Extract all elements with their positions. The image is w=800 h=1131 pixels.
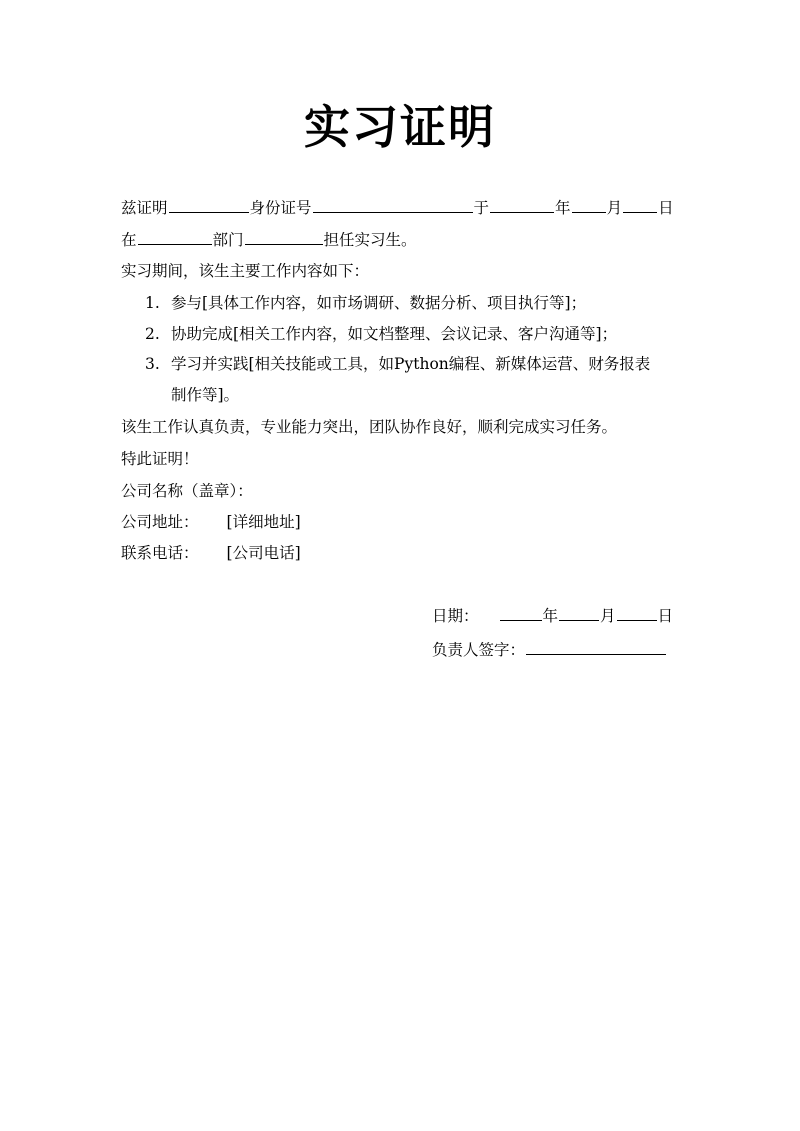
company-phone-value: [公司电话]	[226, 544, 301, 562]
department-line	[121, 228, 417, 251]
date-month-label: 月	[600, 607, 616, 625]
date-year-label: 年	[542, 607, 559, 625]
day-label: 日	[658, 199, 674, 217]
certify-label: 兹证明	[121, 199, 168, 217]
start-month-blank[interactable]	[572, 196, 606, 213]
id-number-blank[interactable]	[313, 196, 473, 213]
company-phone-label: 联系电话：	[121, 544, 199, 562]
id-number-label: 身份证号	[249, 199, 312, 217]
start-year-blank[interactable]	[490, 196, 554, 213]
list-item-text: 学习并实践[相关技能或工具，如Python编程、新媒体运营、财务报表	[171, 355, 651, 373]
list-item-number: 3.	[145, 355, 160, 373]
date-label: 日期：	[432, 607, 479, 625]
company-address-line	[121, 511, 301, 533]
company-phone-line	[121, 542, 301, 564]
date-day-label: 日	[657, 607, 674, 625]
list-item-number: 2.	[145, 325, 160, 343]
month-label: 月	[606, 199, 623, 217]
hereby-text: 特此证明！	[121, 450, 199, 468]
signature-blank[interactable]	[526, 638, 666, 655]
evaluation-text: 该生工作认真负责，专业能力突出，团队协作良好，顺利完成实习任务。	[121, 418, 618, 436]
list-item	[145, 353, 650, 375]
list-item	[145, 292, 586, 314]
list-item	[145, 323, 617, 345]
company-blank[interactable]	[138, 228, 212, 245]
date-year-blank[interactable]	[500, 604, 542, 621]
role-text: 担任实习生。	[323, 231, 417, 249]
list-item-text: 参与[具体工作内容，如市场调研、数据分析、项目执行等]；	[171, 294, 587, 312]
date-month-blank[interactable]	[559, 604, 599, 621]
name-blank[interactable]	[169, 196, 249, 213]
year-label: 年	[555, 199, 571, 217]
list-item-number: 1.	[145, 294, 160, 312]
company-address-value: [详细地址]	[226, 513, 301, 531]
list-item-continuation: 制作等]。	[171, 386, 240, 404]
company-address-label: 公司地址：	[121, 513, 199, 531]
signature-line	[432, 638, 667, 661]
from-label: 于	[473, 199, 490, 217]
company-name-label: 公司名称（盖章）：	[121, 482, 253, 500]
department-label: 部门	[212, 231, 244, 249]
identity-line	[121, 196, 674, 219]
date-line	[432, 604, 673, 627]
signature-label: 负责人签字：	[432, 641, 526, 659]
date-day-blank[interactable]	[617, 604, 657, 621]
document-title: 实习证明	[304, 100, 496, 154]
list-item-text: 协助完成[相关工作内容，如文档整理、会议记录、客户沟通等]；	[171, 325, 618, 343]
at-label: 在	[121, 231, 137, 249]
department-blank[interactable]	[245, 228, 323, 245]
start-day-blank[interactable]	[623, 196, 657, 213]
intro-text: 实习期间，该生主要工作内容如下：	[121, 262, 370, 280]
